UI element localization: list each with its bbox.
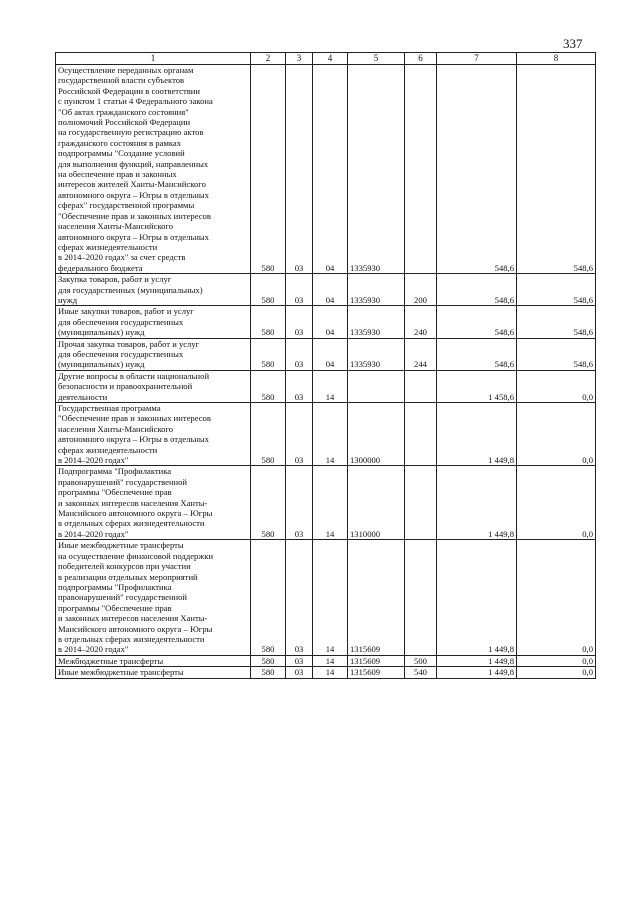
cell-amount-1: 548,6 <box>437 338 517 370</box>
cell-expense-type: 500 <box>405 655 437 666</box>
cell-subsection: 04 <box>313 65 348 274</box>
page-number: 337 <box>563 36 583 51</box>
table-body <box>56 65 596 679</box>
cell-amount-2: 548,6 <box>517 306 596 338</box>
cell-target-article: 1300000 <box>348 403 405 466</box>
cell-target-article: 1315609 <box>348 540 405 655</box>
cell-ministry-code: 580 <box>251 306 286 338</box>
table-row <box>56 540 596 655</box>
column-header: 7 <box>437 53 517 65</box>
cell-subsection: 14 <box>313 667 348 678</box>
table-row <box>56 655 596 666</box>
cell-subsection: 14 <box>313 403 348 466</box>
cell-amount-1: 1 449,8 <box>437 466 517 540</box>
cell-amount-1: 1 449,8 <box>437 655 517 666</box>
cell-description: Иные закупки товаров, работ и услуг для обеспечения государственных (муниципальных) нужд <box>56 306 251 338</box>
cell-amount-1: 1 449,8 <box>437 540 517 655</box>
table-row <box>56 667 596 678</box>
cell-ministry-code: 580 <box>251 466 286 540</box>
cell-description: Иные межбюджетные трансферты <box>56 667 251 678</box>
cell-ministry-code: 580 <box>251 65 286 274</box>
cell-expense-type <box>405 466 437 540</box>
header-row <box>56 53 596 65</box>
cell-amount-2: 548,6 <box>517 274 596 306</box>
column-header: 3 <box>286 53 313 65</box>
table-row <box>56 466 596 540</box>
cell-amount-2: 0,0 <box>517 540 596 655</box>
cell-expense-type <box>405 370 437 402</box>
cell-ministry-code: 580 <box>251 370 286 402</box>
cell-description: Закупка товаров, работ и услуг для государственных (муниципальных) нужд <box>56 274 251 306</box>
column-header: 2 <box>251 53 286 65</box>
cell-ministry-code: 580 <box>251 667 286 678</box>
cell-target-article: 1335930 <box>348 65 405 274</box>
cell-amount-1: 1 449,8 <box>437 403 517 466</box>
budget-table <box>55 52 596 679</box>
cell-expense-type <box>405 403 437 466</box>
cell-ministry-code: 580 <box>251 655 286 666</box>
cell-description: Другие вопросы в области национальной безопасности и правоохранительной деятельности <box>56 370 251 402</box>
cell-description: Осуществление переданных органам государственной власти субъектов Российской Федерации в соответствии с пунктом 1 статьи 4 Федерального закона "Об актах гражданского состояния" полномочий Российской Федерации на государственную регистрацию актов гражданского состояния в рамках подпрограммы "Создание условий для выполнения функций, направленных на обеспечение прав и законных интересов жителей Ханты-Мансийского автономного округа – Югры в отдельных сферах" государственной программы "Обеспечение прав и законных интересов населения Ханты-Мансийского автономного округа – Югры в отдельных сферах жизнедеятельности в 2014–2020 годах" за счет средств федерального бюджета <box>56 65 251 274</box>
table-row <box>56 65 596 274</box>
table-row <box>56 306 596 338</box>
cell-target-article: 1335930 <box>348 274 405 306</box>
cell-target-article: 1335930 <box>348 306 405 338</box>
cell-ministry-code: 580 <box>251 540 286 655</box>
table-row <box>56 403 596 466</box>
cell-ministry-code: 580 <box>251 274 286 306</box>
cell-section: 03 <box>286 466 313 540</box>
cell-section: 03 <box>286 306 313 338</box>
cell-subsection: 14 <box>313 655 348 666</box>
cell-amount-2: 0,0 <box>517 403 596 466</box>
cell-target-article: 1310000 <box>348 466 405 540</box>
cell-subsection: 14 <box>313 466 348 540</box>
cell-target-article <box>348 370 405 402</box>
cell-section: 03 <box>286 655 313 666</box>
cell-section: 03 <box>286 403 313 466</box>
cell-amount-2: 0,0 <box>517 667 596 678</box>
cell-section: 03 <box>286 338 313 370</box>
cell-target-article: 1335930 <box>348 338 405 370</box>
cell-subsection: 14 <box>313 370 348 402</box>
cell-description: Подпрограмма "Профилактика правонарушений" государственной программы "Обеспечение прав и законных интересов населения Ханты- Мансийского автономного округа – Югры в отдельных сферах жизнедеятельности в 2014–2020 годах" <box>56 466 251 540</box>
cell-description: Прочая закупка товаров, работ и услуг для обеспечения государственных (муниципальных) нужд <box>56 338 251 370</box>
cell-amount-1: 548,6 <box>437 306 517 338</box>
cell-ministry-code: 580 <box>251 338 286 370</box>
table-row <box>56 338 596 370</box>
cell-description: Государственная программа "Обеспечение прав и законных интересов населения Ханты-Мансийского автономного округа – Югры в отдельных сферах жизнедеятельности в 2014–2020 годах" <box>56 403 251 466</box>
cell-expense-type: 540 <box>405 667 437 678</box>
cell-subsection: 04 <box>313 338 348 370</box>
cell-expense-type <box>405 540 437 655</box>
cell-amount-2: 0,0 <box>517 466 596 540</box>
cell-amount-2: 0,0 <box>517 370 596 402</box>
cell-amount-2: 548,6 <box>517 65 596 274</box>
cell-expense-type <box>405 65 437 274</box>
table-row <box>56 370 596 402</box>
cell-ministry-code: 580 <box>251 403 286 466</box>
column-header: 6 <box>405 53 437 65</box>
cell-section: 03 <box>286 540 313 655</box>
cell-section: 03 <box>286 274 313 306</box>
column-header: 4 <box>313 53 348 65</box>
cell-expense-type: 200 <box>405 274 437 306</box>
cell-amount-1: 1 458,6 <box>437 370 517 402</box>
cell-subsection: 04 <box>313 274 348 306</box>
cell-amount-2: 548,6 <box>517 338 596 370</box>
cell-subsection: 04 <box>313 306 348 338</box>
column-header: 1 <box>56 53 251 65</box>
table-row <box>56 274 596 306</box>
cell-section: 03 <box>286 667 313 678</box>
cell-description: Межбюджетные трансферты <box>56 655 251 666</box>
cell-amount-1: 548,6 <box>437 65 517 274</box>
cell-description: Иные межбюджетные трансферты на осуществление финансовой поддержки победителей конкурсов при участии в реализации отдельных мероприятий подпрограммы "Профилактика правонарушений" государственной программы "Обеспечение прав и законных интересов населения Ханты- Мансийского автономного округа – Югры в отдельных сферах жизнедеятельности в 2014–2020 годах" <box>56 540 251 655</box>
cell-expense-type: 240 <box>405 306 437 338</box>
cell-section: 03 <box>286 65 313 274</box>
cell-target-article: 1315609 <box>348 667 405 678</box>
cell-amount-1: 1 449,8 <box>437 667 517 678</box>
column-header: 8 <box>517 53 596 65</box>
cell-amount-1: 548,6 <box>437 274 517 306</box>
cell-amount-2: 0,0 <box>517 655 596 666</box>
cell-expense-type: 244 <box>405 338 437 370</box>
column-header: 5 <box>348 53 405 65</box>
cell-section: 03 <box>286 370 313 402</box>
cell-subsection: 14 <box>313 540 348 655</box>
cell-target-article: 1315609 <box>348 655 405 666</box>
